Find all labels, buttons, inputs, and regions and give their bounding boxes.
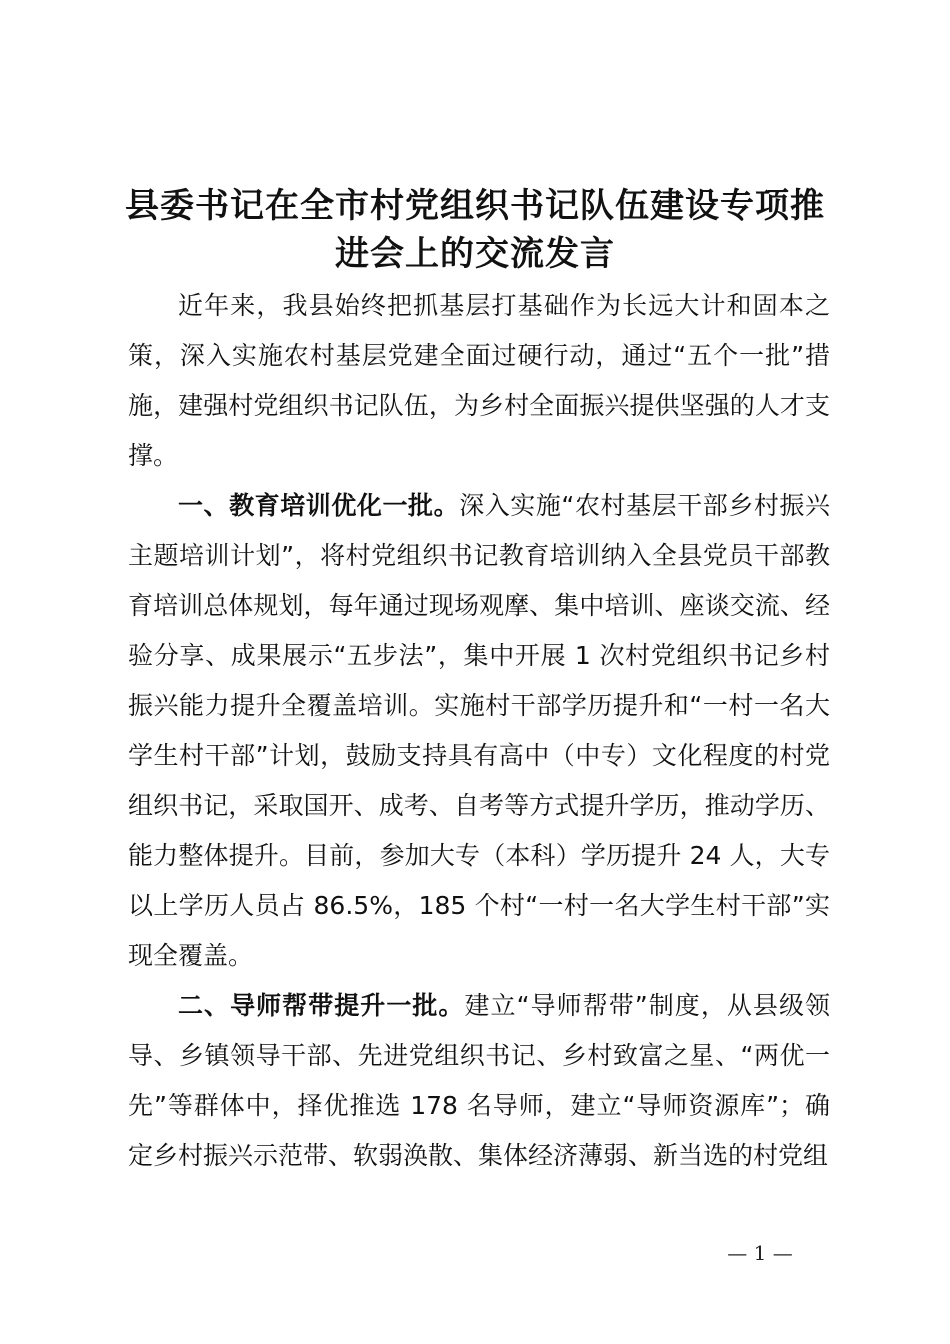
section-1-paragraph bbox=[128, 481, 830, 981]
section-2-text: 建立“导师帮带”制度，从县级领导、乡镇领导干部、先进党组织书记、乡村致富之星、“两优一先”等群体中，择优推选 178 名导师，建立“导师资源库”；确定乡村振兴示范带、软弱涣散、集体经济薄弱、新当选的村党组 bbox=[128, 991, 830, 1170]
section-1-heading: 一、教育培训优化一批。 bbox=[178, 491, 460, 520]
title-line-1: 县委书记在全市村党组织书记队伍建设专项推 bbox=[125, 186, 825, 226]
section-1-text: 深入实施“农村基层干部乡村振兴主题培训计划”，将村党组织书记教育培训纳入全县党员干部教育培训总体规划，每年通过现场观摩、集中培训、座谈交流、经验分享、成果展示“五步法”，集中开展 1 次村党组织书记乡村振兴能力提升全覆盖培训。实施村干部学历提升和“一村一名大学生村干部”计划，鼓励支持具有高中（中专）文化程度的村党组织书记，采取国开、成考、自考等方式提升学历，推动学历、能力整体提升。目前，参加大专（本科）学历提升 24 人，大专以上学历人员占 86.5%，185 个村“一村一名大学生村干部”实现全覆盖。 bbox=[128, 491, 830, 970]
document-body bbox=[128, 281, 830, 1181]
intro-paragraph bbox=[128, 281, 830, 481]
section-2-heading: 二、导师帮带提升一批。 bbox=[178, 991, 465, 1020]
title-line-2: 进会上的交流发言 bbox=[335, 234, 615, 274]
page-number: — 1 — bbox=[727, 1241, 793, 1265]
section-2-paragraph bbox=[128, 981, 830, 1181]
intro-paragraph-text: 近年来，我县始终把抓基层打基础作为长远大计和固本之策，深入实施农村基层党建全面过硬行动，通过“五个一批”措施，建强村党组织书记队伍，为乡村全面振兴提供坚强的人才支撑。 bbox=[128, 291, 830, 470]
document-title bbox=[100, 182, 850, 278]
